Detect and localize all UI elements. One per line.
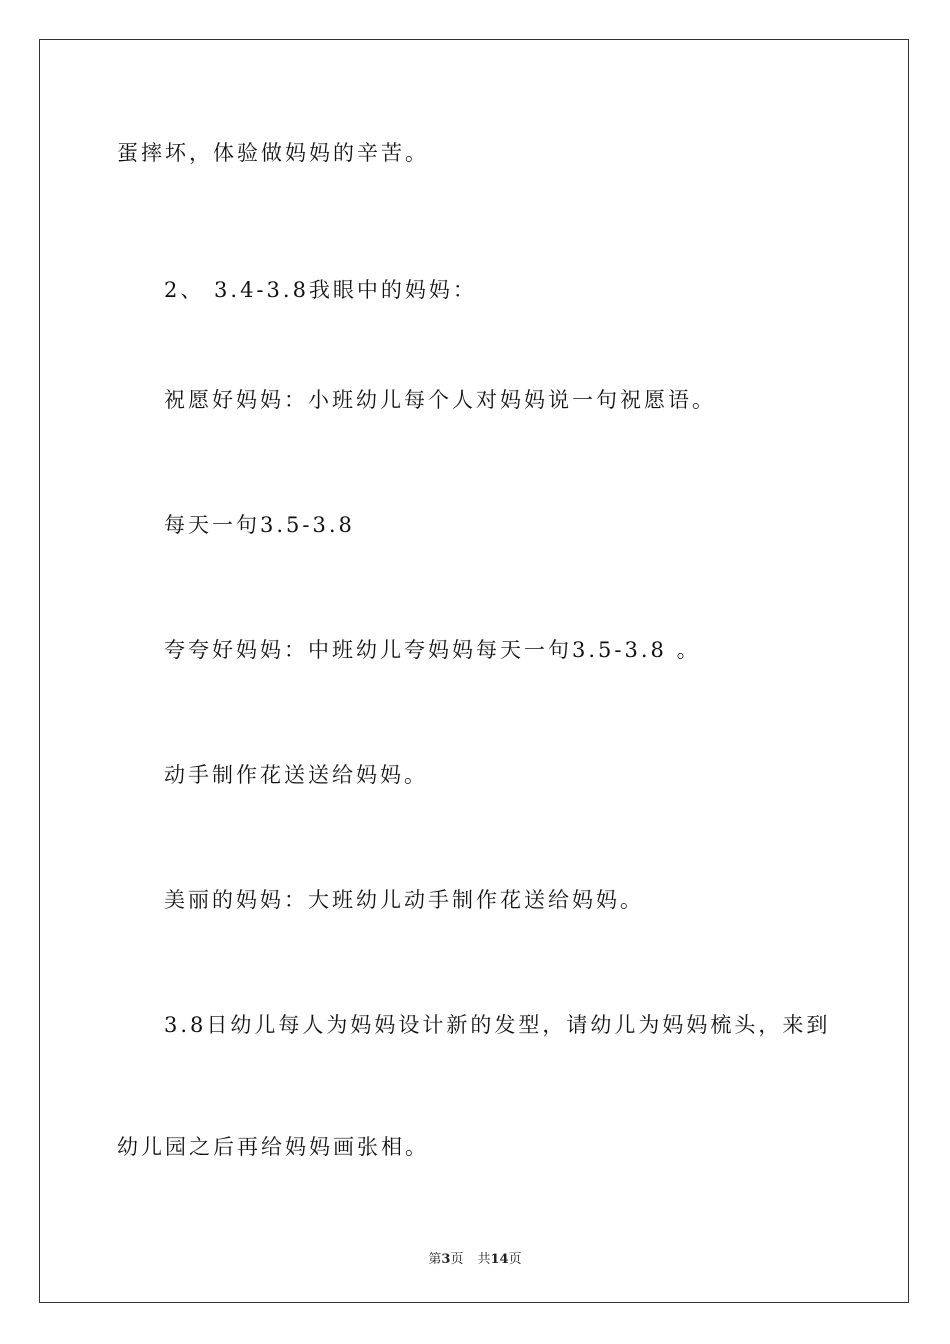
page-suffix: 页 — [450, 1252, 464, 1267]
page-frame — [39, 39, 909, 1303]
paragraph-line-6: 动手制作花送送给妈妈。 — [164, 763, 428, 787]
paragraph-line-4: 每天一句3.5-3.8 — [164, 513, 355, 537]
total-prefix: 共 — [477, 1252, 491, 1267]
page-number: 3 — [441, 1252, 451, 1267]
paragraph-line-8: 3.8日幼儿每人为妈妈设计新的发型，请幼儿为妈妈梳头，来到 — [164, 1013, 831, 1037]
total-pages: 14 — [490, 1252, 509, 1267]
paragraph-line-3: 祝愿好妈妈：小班幼儿每个人对妈妈说一句祝愿语。 — [164, 388, 716, 412]
paragraph-line-2: 2、 3.4-3.8我眼中的妈妈： — [164, 278, 477, 302]
paragraph-line-1: 蛋摔坏，体验做妈妈的辛苦。 — [117, 141, 429, 165]
total-suffix: 页 — [508, 1252, 522, 1267]
paragraph-line-7: 美丽的妈妈：大班幼儿动手制作花送给妈妈。 — [164, 888, 644, 912]
paragraph-line-9: 幼儿园之后再给妈妈画张相。 — [117, 1135, 429, 1159]
page-footer — [40, 1248, 910, 1267]
paragraph-line-5: 夸夸好妈妈：中班幼儿夸妈妈每天一句3.5-3.8 。 — [164, 638, 701, 662]
page-prefix: 第 — [428, 1252, 442, 1267]
